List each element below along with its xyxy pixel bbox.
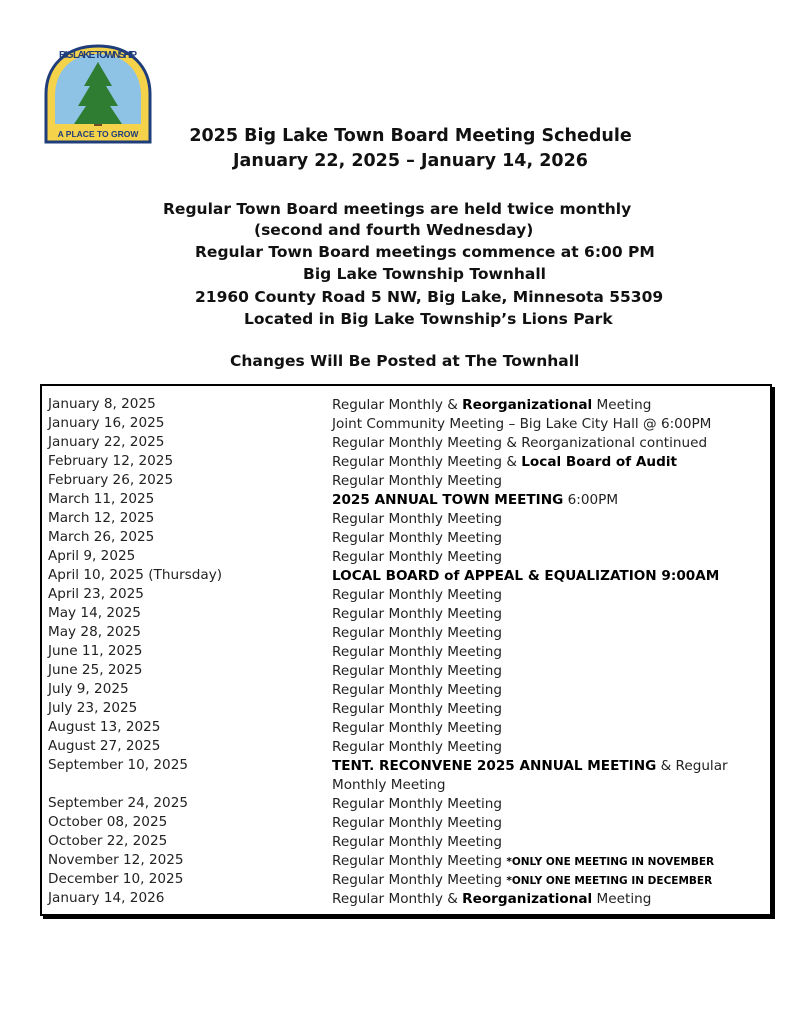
meeting-date: April 9, 2025	[48, 548, 136, 564]
meeting-description: Regular Monthly Meeting	[332, 644, 503, 660]
meeting-description: Regular Monthly Meeting	[332, 530, 503, 546]
meeting-date: January 14, 2026	[48, 890, 165, 906]
meeting-description: Regular Monthly Meeting	[332, 625, 503, 641]
meeting-date: March 26, 2025	[48, 529, 155, 545]
meeting-description: Regular Monthly & Reorganizational Meeting	[332, 397, 652, 413]
info-line: Regular Town Board meetings are held twice monthly	[163, 200, 632, 218]
meeting-date: March 11, 2025	[48, 491, 155, 507]
meeting-date: October 08, 2025	[48, 814, 168, 830]
info-line: Located in Big Lake Township’s Lions Park	[244, 310, 613, 328]
meeting-date: July 9, 2025	[48, 681, 129, 697]
meeting-description: Regular Monthly Meeting	[332, 796, 503, 812]
logo-name: BIG LAKE TOWNSHIP	[59, 50, 137, 61]
meeting-description: Regular Monthly Meeting	[332, 549, 503, 565]
meeting-date: November 12, 2025	[48, 852, 184, 868]
meeting-description: Regular Monthly & Reorganizational Meeting	[332, 891, 652, 907]
meeting-description: Regular Monthly Meeting	[332, 663, 503, 679]
meeting-description: Regular Monthly Meeting *ONLY ONE MEETING IN NOVEMBER	[332, 853, 715, 869]
meeting-date: June 11, 2025	[48, 643, 143, 659]
meeting-description: Regular Monthly Meeting	[332, 834, 503, 850]
meeting-description: Regular Monthly Meeting	[332, 720, 503, 736]
meeting-date: January 16, 2025	[48, 415, 165, 431]
info-line: Big Lake Township Townhall	[303, 265, 546, 283]
meeting-date: May 28, 2025	[48, 624, 141, 640]
meeting-description: Regular Monthly Meeting	[332, 701, 503, 717]
meeting-date: January 22, 2025	[48, 434, 165, 450]
meeting-date: February 12, 2025	[48, 453, 174, 469]
meeting-date: January 8, 2025	[48, 396, 156, 412]
meeting-date: March 12, 2025	[48, 510, 155, 526]
meeting-date: April 23, 2025	[48, 586, 144, 602]
meeting-date: June 25, 2025	[48, 662, 143, 678]
meeting-description: Regular Monthly Meeting	[332, 473, 503, 489]
meeting-date: August 13, 2025	[48, 719, 161, 735]
schedule-title: 2025 Big Lake Town Board Meeting Schedule	[189, 126, 632, 146]
meeting-description: Regular Monthly Meeting	[332, 511, 503, 527]
meeting-description: Regular Monthly Meeting & Reorganizational continued	[332, 435, 708, 451]
schedule-range: January 22, 2025 – January 14, 2026	[233, 151, 588, 171]
meeting-description: LOCAL BOARD of APPEAL & EQUALIZATION 9:00AM	[332, 568, 720, 584]
schedule-table	[40, 384, 772, 916]
meeting-date: October 22, 2025	[48, 833, 168, 849]
meeting-date: February 26, 2025	[48, 472, 174, 488]
meeting-description: Regular Monthly Meeting	[332, 815, 503, 831]
meeting-description: Joint Community Meeting – Big Lake City Hall @ 6:00PM	[332, 416, 712, 432]
meeting-description: Regular Monthly Meeting *ONLY ONE MEETING IN DECEMBER	[332, 872, 713, 888]
meeting-description: Regular Monthly Meeting	[332, 682, 503, 698]
meeting-date: September 10, 2025	[48, 757, 188, 773]
meeting-description: TENT. RECONVENE 2025 ANNUAL MEETING & Regular Monthly Meeting	[332, 758, 728, 793]
info-line: Regular Town Board meetings commence at 6:00 PM	[195, 243, 655, 261]
meeting-description: Regular Monthly Meeting & Local Board of Audit	[332, 454, 678, 470]
meeting-date: September 24, 2025	[48, 795, 188, 811]
meeting-description: Regular Monthly Meeting	[332, 587, 503, 603]
changes-note: Changes Will Be Posted at The Townhall	[230, 352, 580, 370]
meeting-date: July 23, 2025	[48, 700, 138, 716]
info-line: 21960 County Road 5 NW, Big Lake, Minnesota 55309	[195, 288, 664, 306]
info-line: (second and fourth Wednesday)	[254, 221, 534, 239]
meeting-date: December 10, 2025	[48, 871, 184, 887]
meeting-description: 2025 ANNUAL TOWN MEETING 6:00PM	[332, 492, 619, 508]
meeting-date: April 10, 2025 (Thursday)	[48, 567, 223, 583]
meeting-date: August 27, 2025	[48, 738, 161, 754]
meeting-date: May 14, 2025	[48, 605, 141, 621]
logo-tagline: A PLACE TO GROW	[57, 129, 139, 139]
meeting-description: Regular Monthly Meeting	[332, 606, 503, 622]
meeting-description: Regular Monthly Meeting	[332, 739, 503, 755]
